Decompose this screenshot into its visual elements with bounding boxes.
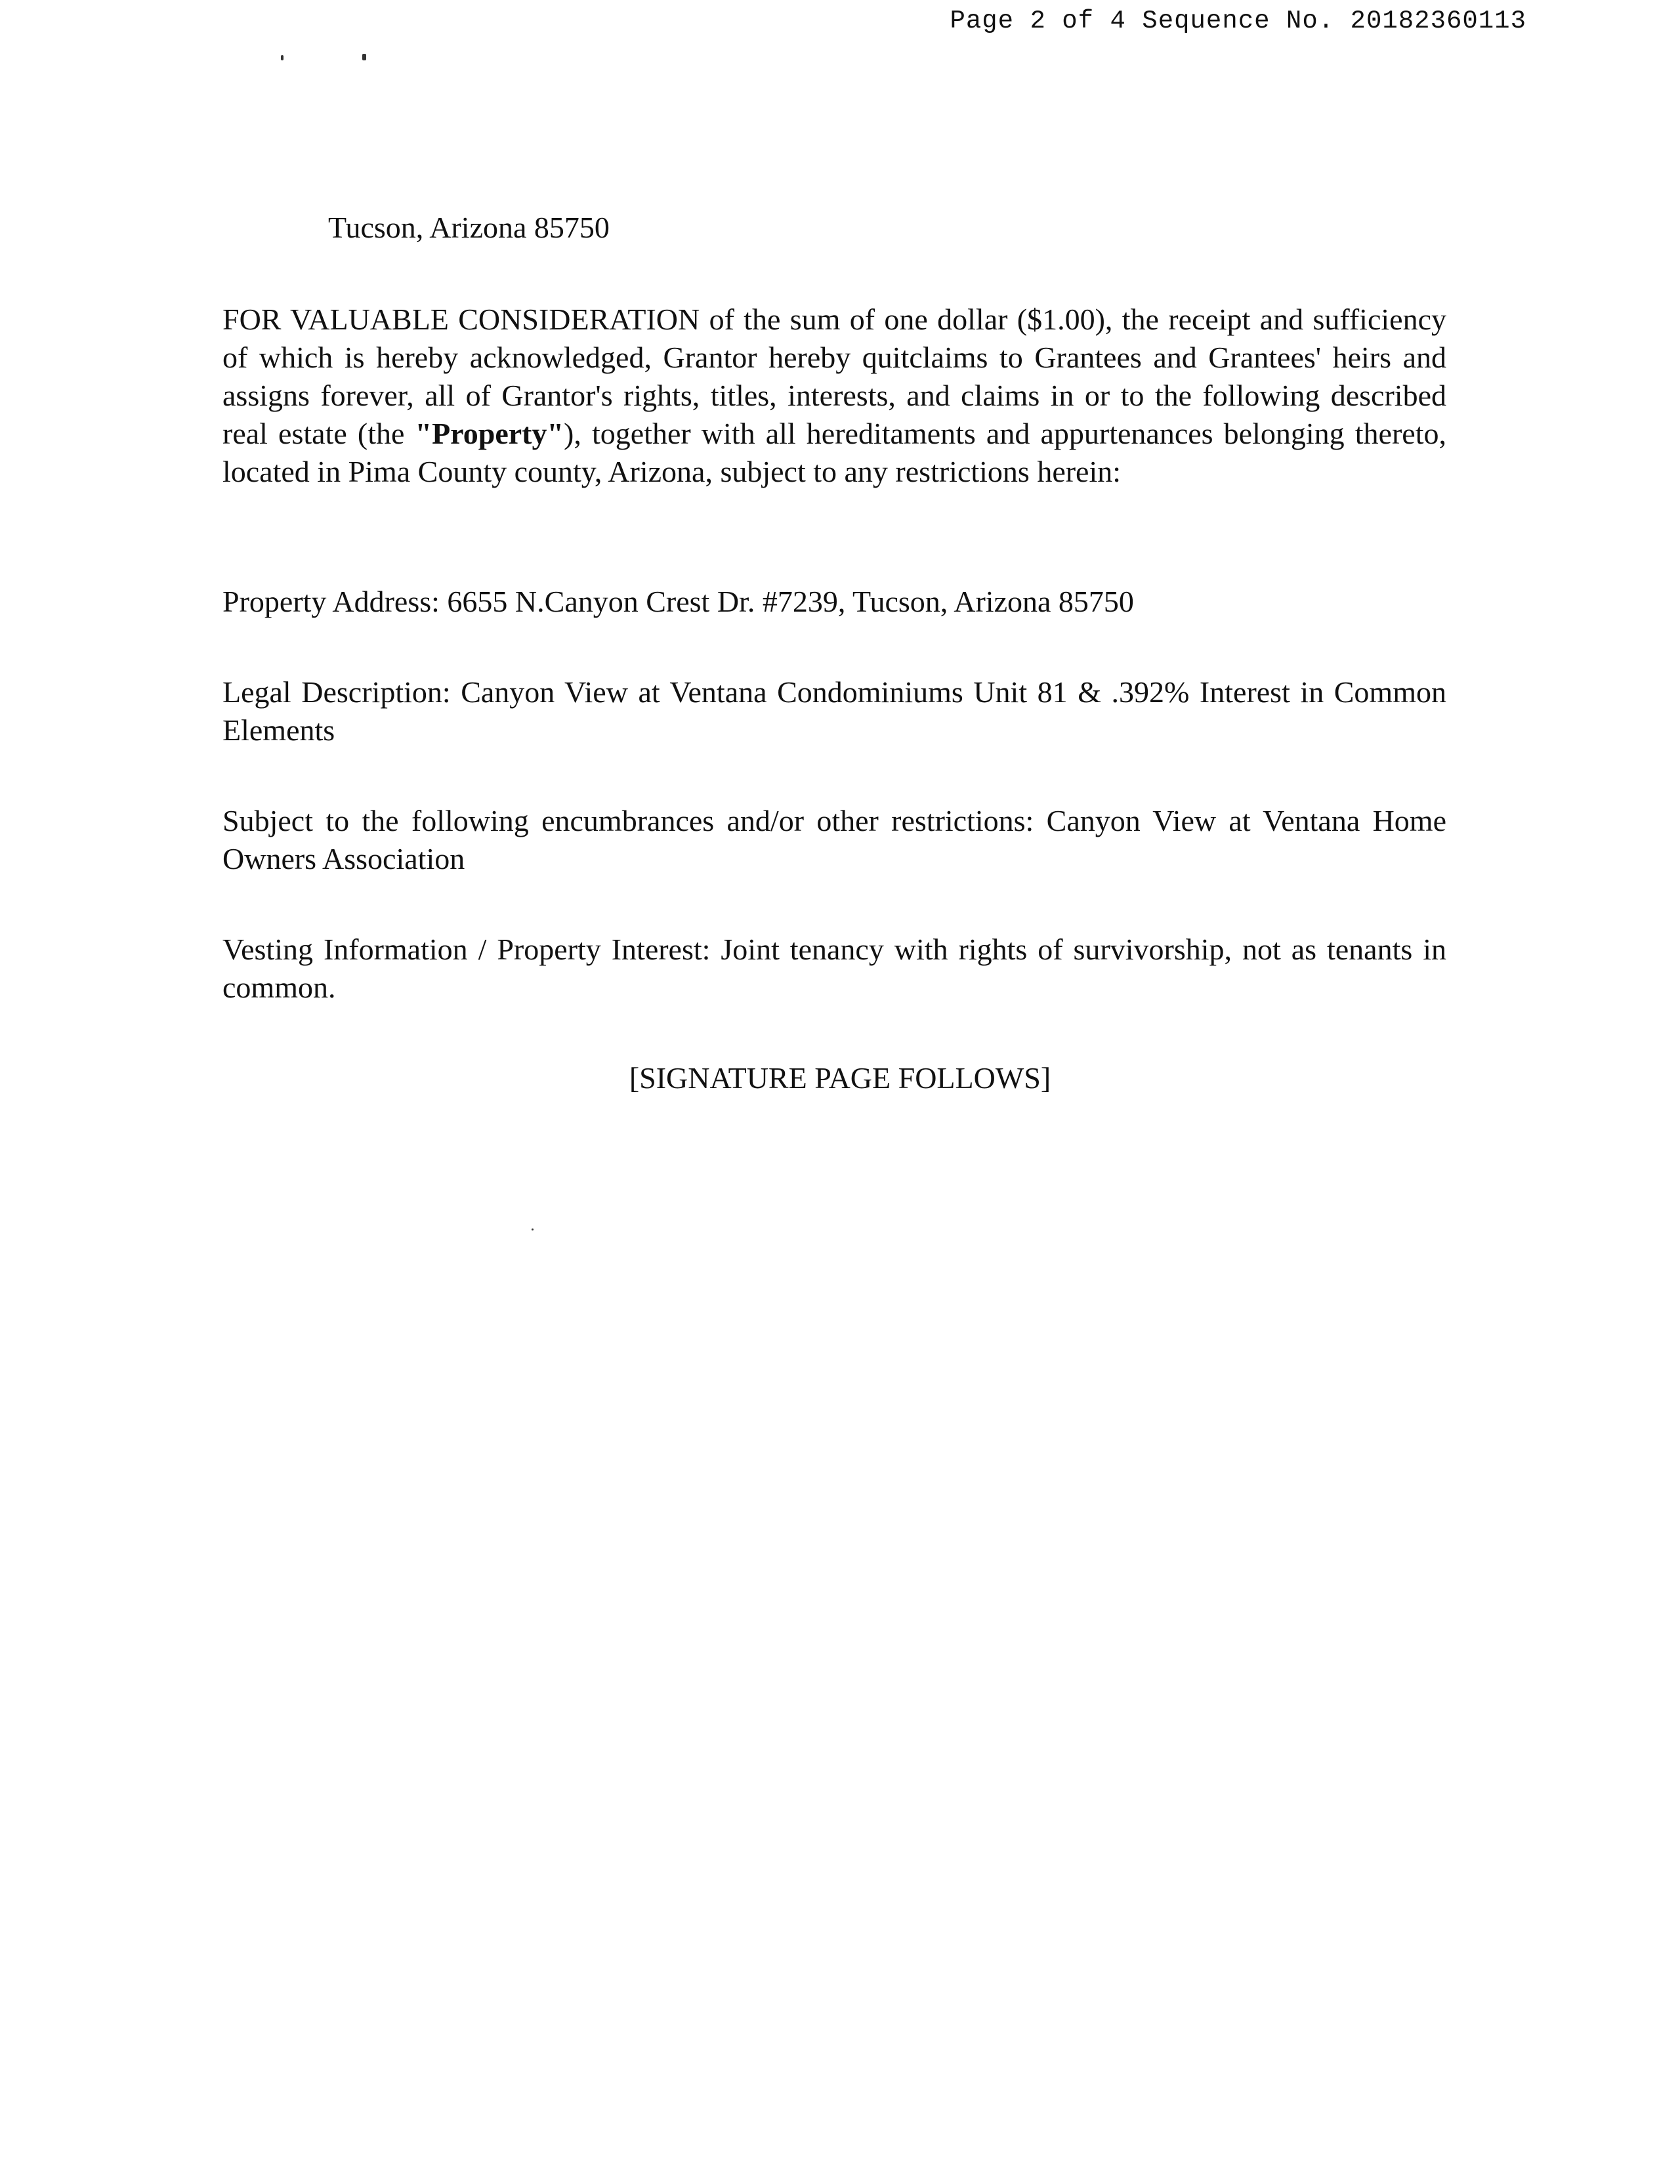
consideration-text: FOR VALUABLE CONSIDERATION of the sum of one dollar ($1.00), the receipt and sufficiency of which is hereby acknowledged, Grantor hereby quitclaims to Grantees and Grantees' heirs and assigns forever, all of Grantor's rights, titles, interests, and claims in or to the following described real estate (the: [222, 303, 1446, 450]
property-defined-term: "Property": [415, 417, 564, 450]
encumbrances-paragraph: Subject to the following encumbrances and/or other restrictions: Canyon View at Ventana Home Owners Association: [222, 804, 1446, 875]
grantee-address-line: Tucson, Arizona 85750: [328, 211, 610, 244]
scan-speck: [532, 1228, 534, 1230]
legal-description-paragraph: Legal Description: Canyon View at Ventana Condominiums Unit 81 & .392% Interest in Common Elements: [222, 675, 1446, 747]
scan-speck: [362, 54, 366, 60]
signature-page-note: [SIGNATURE PAGE FOLLOWS]: [629, 1061, 1051, 1095]
consideration-text-continued: ), together with all hereditaments and appurtenances belonging thereto, located in Pima County county, Arizona, subject to any restrictions herein:: [222, 417, 1446, 488]
property-address-paragraph: Property Address: 6655 N.Canyon Crest Dr. #7239, Tucson, Arizona 85750: [222, 585, 1134, 618]
consideration-paragraph: [222, 301, 1446, 491]
page-sequence-header: Page 2 of 4 Sequence No. 20182360113: [950, 7, 1526, 35]
scan-speck: [281, 55, 284, 60]
vesting-paragraph: Vesting Information / Property Interest: Joint tenancy with rights of survivorship, not as tenants in common.: [222, 933, 1446, 1004]
